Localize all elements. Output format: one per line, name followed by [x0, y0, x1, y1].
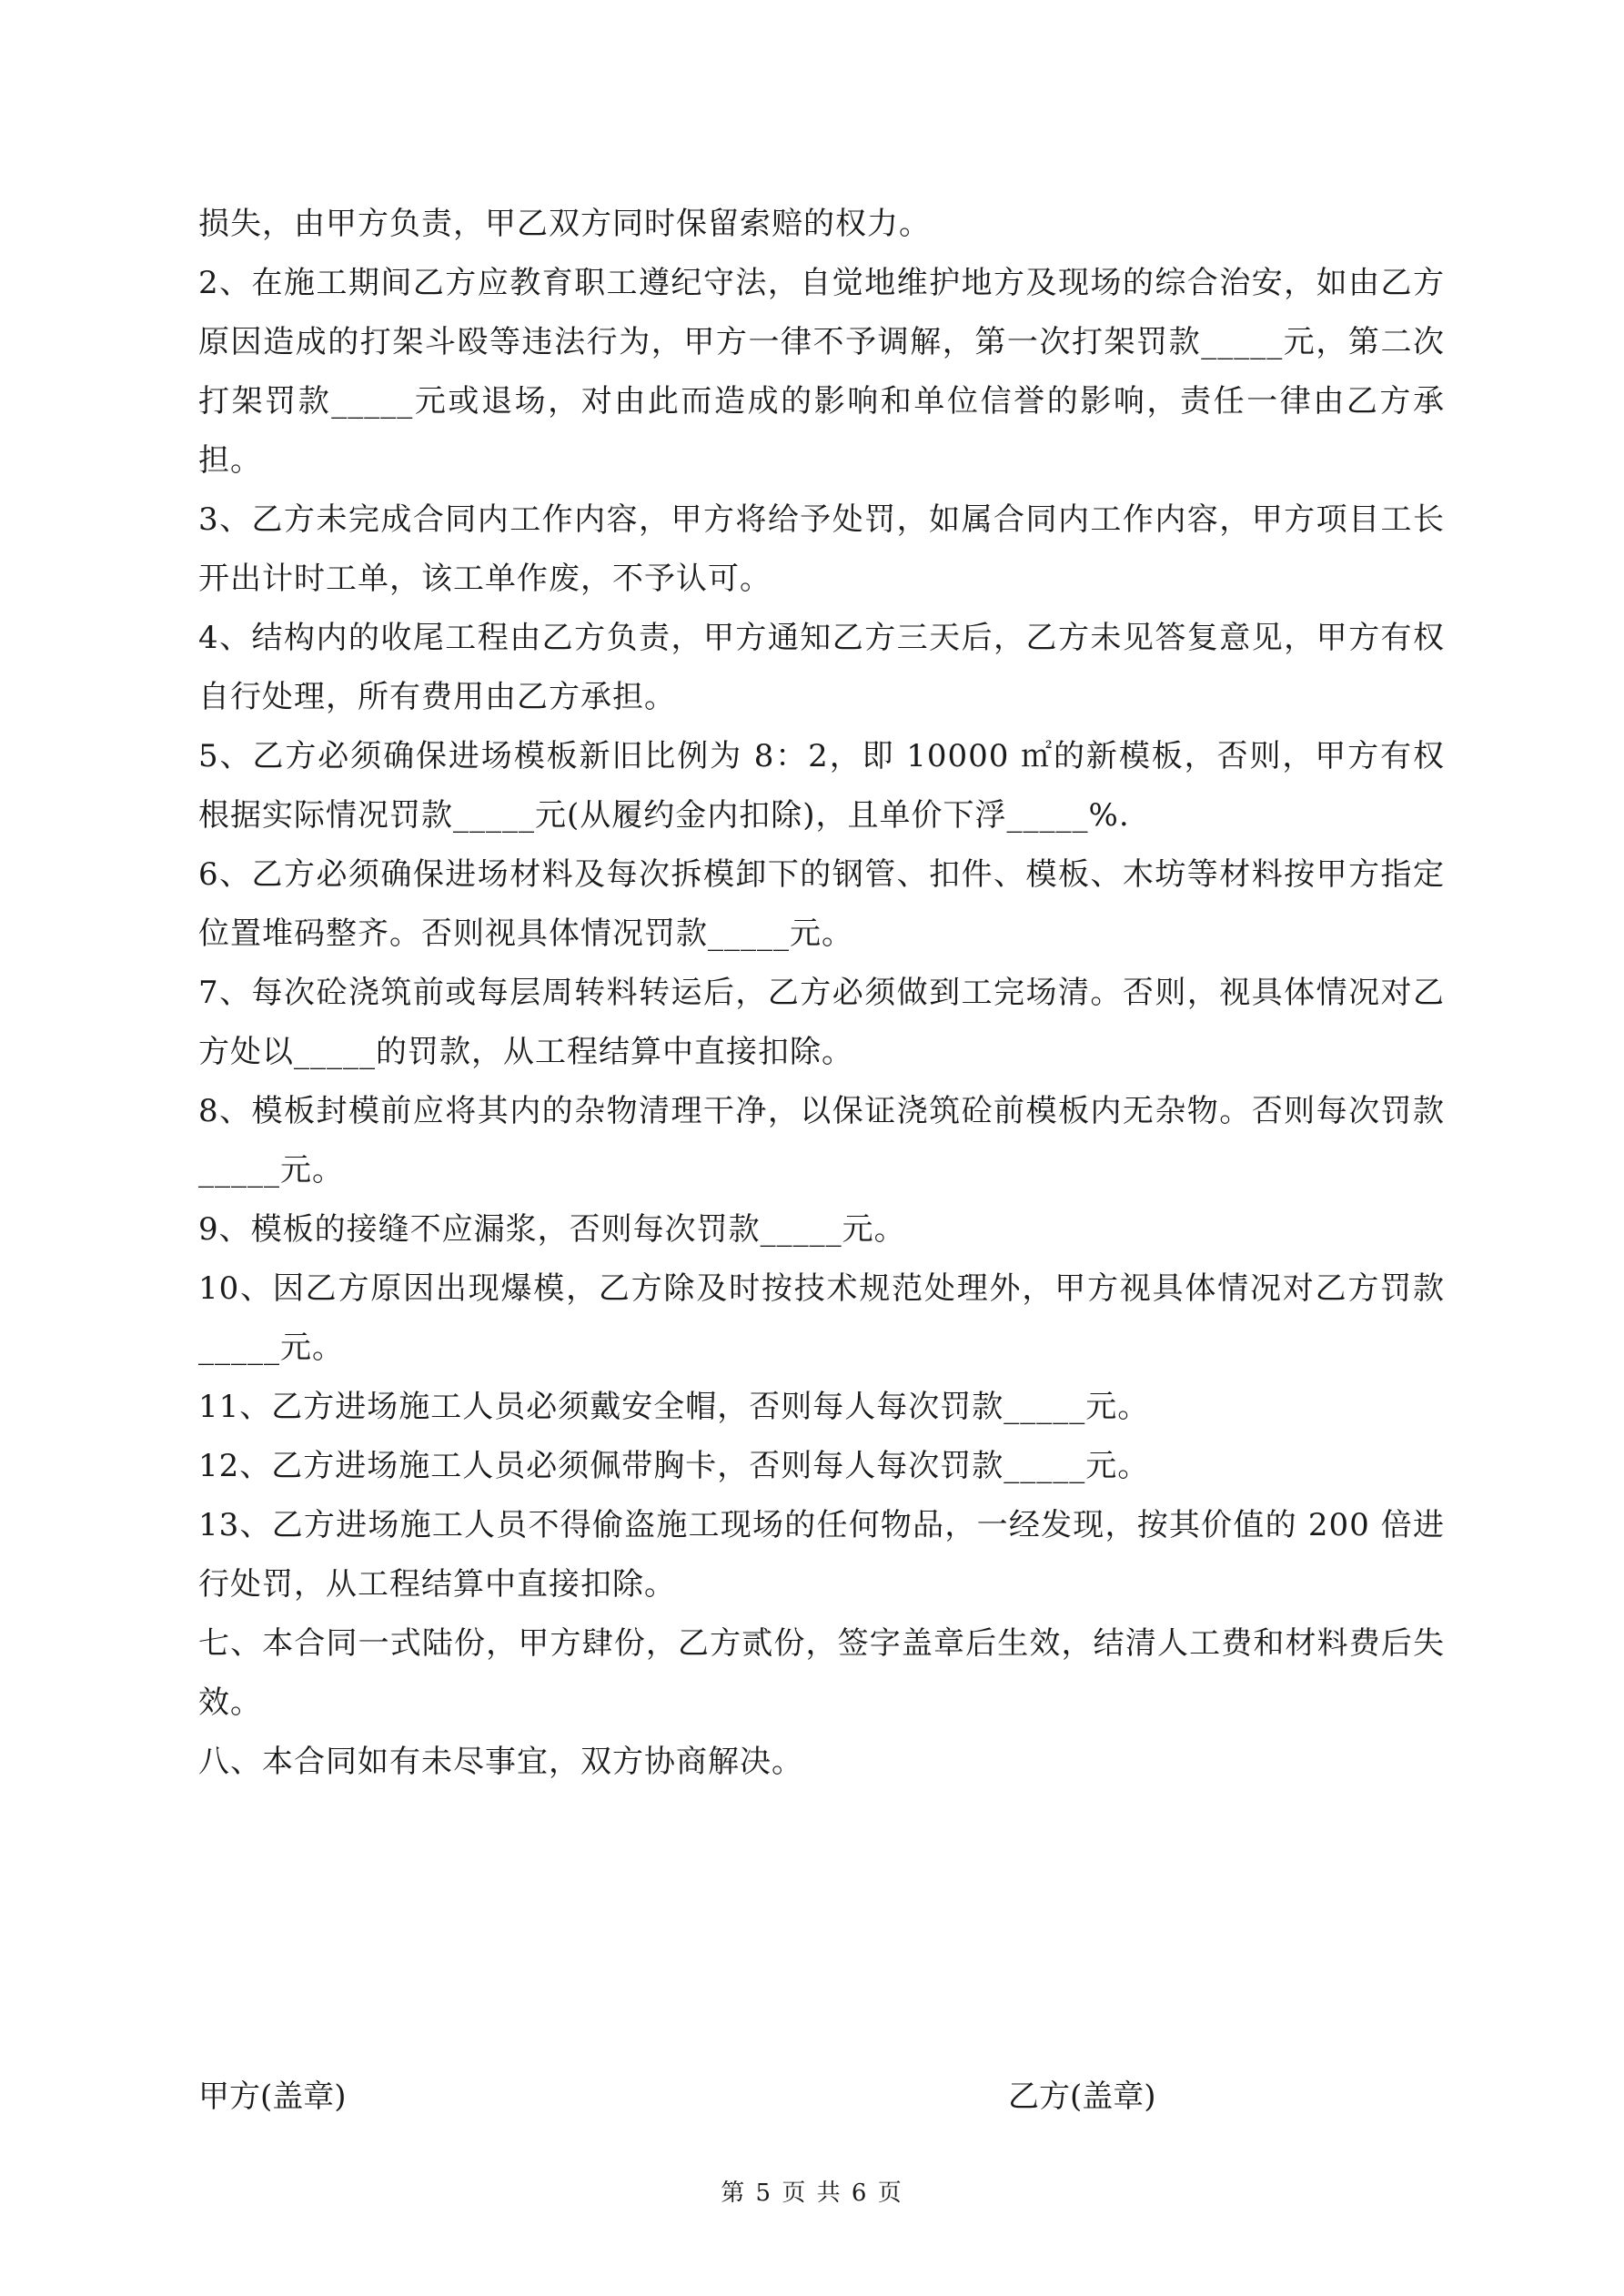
- paragraph-clause-12: 12、乙方进场施工人员必须佩带胸卡，否则每人每次罚款_____元。: [198, 1448, 1150, 1484]
- paragraph-loss-liability: 损失，由甲方负责，甲乙双方同时保留索赔的权力。: [198, 206, 931, 242]
- paragraph-section-7: 七、本合同一式陆份，甲方肆份，乙方贰份，签字盖章后生效，结清人工费和材料费后失效。: [198, 1625, 1445, 1721]
- contract-body: [198, 195, 1445, 1792]
- party-b-signature-label: 乙方(盖章): [1008, 2079, 1156, 2115]
- paragraph-clause-9: 9、模板的接缝不应漏浆，否则每次罚款_____元。: [198, 1211, 906, 1248]
- paragraph-clause-8: 8、模板封模前应将其内的杂物清理干净，以保证浇筑砼前模板内无杂物。否则每次罚款_____元。: [198, 1093, 1445, 1188]
- paragraph-clause-11: 11、乙方进场施工人员必须戴安全帽，否则每人每次罚款_____元。: [198, 1389, 1150, 1425]
- paragraph-clause-6: 6、乙方必须确保进场材料及每次拆模卸下的钢管、扣件、模板、木坊等材料按甲方指定位置堆码整齐。否则视具体情况罚款_____元。: [198, 856, 1445, 952]
- paragraph-clause-5: 5、乙方必须确保进场模板新旧比例为 8：2，即 10000 ㎡的新模板，否则，甲方有权根据实际情况罚款_____元(从履约金内扣除)，且单价下浮_____%.: [198, 738, 1445, 834]
- paragraph-section-8: 八、本合同如有未尽事宜，双方协商解决。: [198, 1744, 803, 1780]
- paragraph-clause-3: 3、乙方未完成合同内工作内容，甲方将给予处罚，如属合同内工作内容，甲方项目工长开出计时工单，该工单作废，不予认可。: [198, 501, 1445, 597]
- paragraph-clause-7: 7、每次砼浇筑前或每层周转料转运后，乙方必须做到工完场清。否则，视具体情况对乙方处以_____的罚款，从工程结算中直接扣除。: [198, 975, 1445, 1070]
- paragraph-clause-10: 10、因乙方原因出现爆模，乙方除及时按技术规范处理外，甲方视具体情况对乙方罚款_____元。: [198, 1270, 1445, 1366]
- party-a-signature-label: 甲方(盖章): [198, 2079, 347, 2115]
- paragraph-clause-2: 2、在施工期间乙方应教育职工遵纪守法，自觉地维护地方及现场的综合治安，如由乙方原因造成的打架斗殴等违法行为，甲方一律不予调解，第一次打架罚款_____元，第二次打架罚款_____元或退场，对由此而造成的影响和单位信誉的影响，责任一律由乙方承担。: [198, 265, 1445, 479]
- page-number: 第 5 页 共 6 页: [721, 2180, 903, 2207]
- paragraph-clause-13: 13、乙方进场施工人员不得偷盗施工现场的任何物品，一经发现，按其价值的 200 倍进行处罚，从工程结算中直接扣除。: [198, 1507, 1445, 1603]
- paragraph-clause-4: 4、结构内的收尾工程由乙方负责，甲方通知乙方三天后，乙方未见答复意见，甲方有权自行处理，所有费用由乙方承担。: [198, 620, 1445, 715]
